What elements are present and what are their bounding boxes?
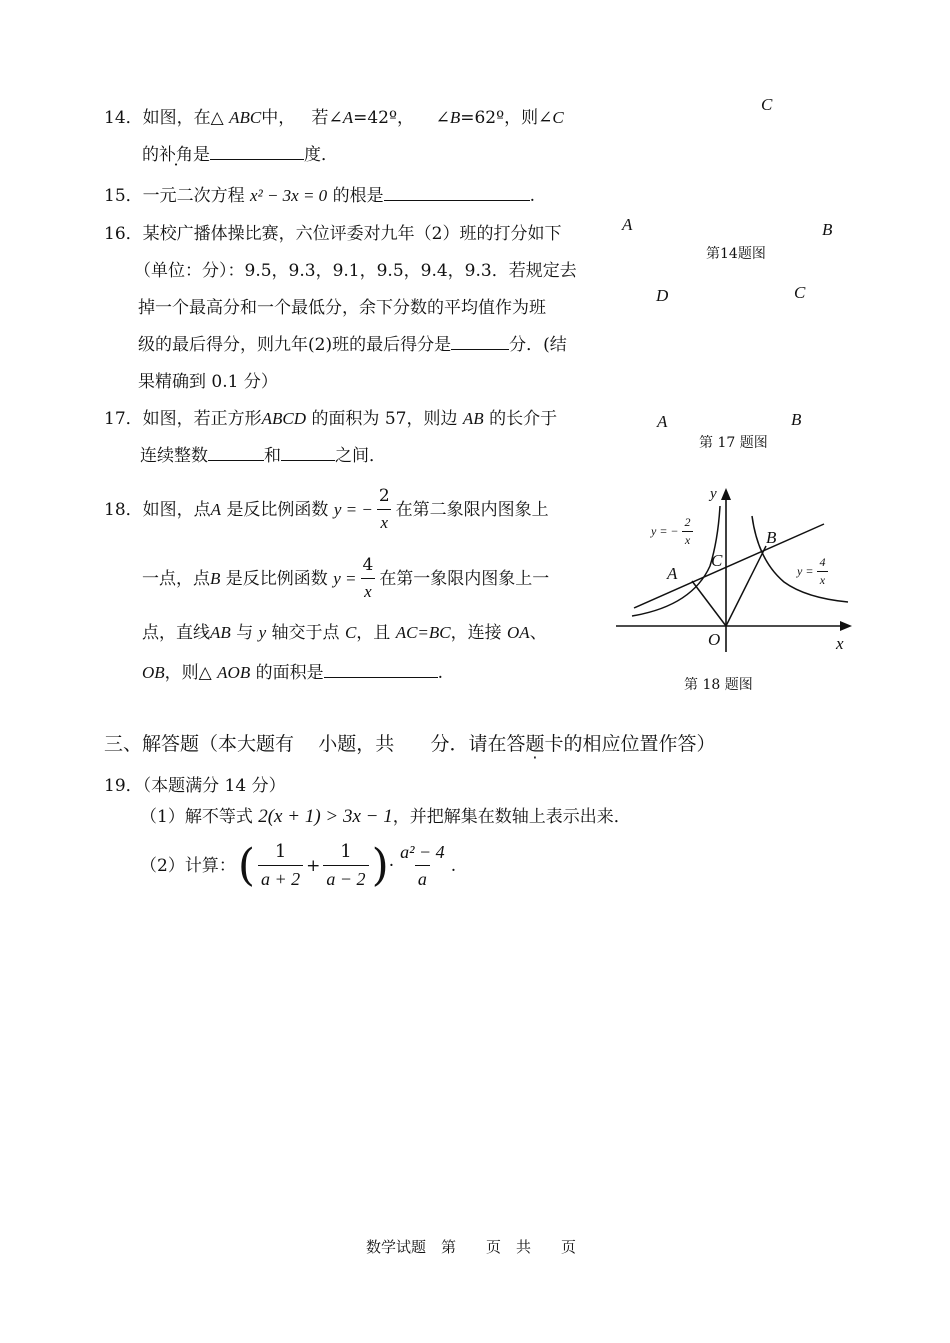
- fig14-label-a: A: [622, 215, 633, 234]
- question-16-line2: （单位：分）：9.5，9.3，9.1，9.5，9.4，9.3．若规定去: [134, 261, 577, 281]
- answer-blank-15[interactable]: [384, 184, 530, 201]
- question-18: 18． 如图，点 A 是反比例函数 y = − $\frac{2}{x}$ 在第二象限内图象上: [104, 484, 549, 535]
- fig18-label-a: A: [667, 564, 678, 583]
- fraction-2: $\frac{1}{a - 2}$: [323, 840, 368, 891]
- question-18-line4: OB，则△ AOB 的面积是 .: [142, 663, 444, 683]
- fig17-label-c: C: [794, 283, 806, 302]
- page-footer: 数学试题 第 页 共 页: [366, 1238, 577, 1256]
- equation: x² − 3x = 0: [250, 186, 328, 205]
- segment-oa: [692, 581, 726, 626]
- fig18-label-b: B: [766, 528, 777, 547]
- fraction-1: $\frac{1}{a + 2}$: [258, 840, 303, 891]
- fig18-label-c: C: [711, 551, 723, 570]
- question-17: 17．如图，若正方形ABCD 的面积为 57，则边 AB 的长介于: [104, 409, 558, 429]
- answer-blank-17b[interactable]: [281, 444, 335, 461]
- question-19: 19．（本题满分 14 分）: [104, 776, 286, 796]
- inequality: 2(x + 1) > 3x − 1: [258, 806, 393, 827]
- right-paren: ): [371, 839, 389, 891]
- fig17-label-b: B: [791, 410, 802, 429]
- fig14-label-c: C: [761, 95, 773, 114]
- answer-blank-18[interactable]: [324, 661, 438, 678]
- question-16-line5: 果精确到 0.1 分）: [138, 372, 278, 392]
- fraction-3: $\frac{\text{a² − 4}}{a}$: [400, 842, 445, 889]
- question-18-line2: 一点，点 B 是反比例函数 y = $\frac{4}{x}$ 在第一象限内图象上一: [142, 553, 549, 604]
- fig14-caption: 第14题图: [706, 246, 766, 262]
- q14-number: 14．: [104, 108, 143, 128]
- fig17-label-d: D: [656, 286, 669, 305]
- question-16: 16．某校广播体操比赛，六位评委对九年（2）班的打分如下: [104, 224, 562, 244]
- question-17-line2: 连续整数 和 之间．: [140, 446, 386, 466]
- y-axis-arrow: [721, 488, 731, 500]
- fraction: $\frac{2}{x}$: [376, 484, 393, 535]
- fig14-label-b: B: [822, 220, 833, 239]
- emphasis-dotted: 补角: [159, 145, 193, 165]
- answer-blank-17a[interactable]: [208, 444, 264, 461]
- fig17-label-a: A: [657, 412, 668, 431]
- question-16-line4: 级的最后得分，则九年(2)班的最后得分是 分．(结: [138, 335, 567, 355]
- x-axis-arrow: [840, 621, 852, 631]
- left-paren: (: [237, 839, 255, 891]
- question-14: 14．如图，在△ ABC中， 若∠A=42º， ∠B=62º，则∠C: [104, 108, 564, 128]
- question-18-line3: 点，直线AB 与 y 轴交于点 C，且 AC=BC，连接 OA、: [142, 623, 547, 643]
- answer-blank-14[interactable]: [210, 143, 304, 160]
- fig18-origin: O: [708, 630, 721, 649]
- question-16-line3: 掉一个最高分和一个最低分，余下分数的平均值作为班: [138, 298, 546, 318]
- fig18-axis-x: x: [836, 634, 844, 653]
- answer-blank-16[interactable]: [451, 333, 509, 350]
- fig18-curve-right-label: y = $\frac{4}{x}$: [797, 555, 831, 588]
- fraction: $\frac{4}{x}$: [359, 553, 376, 604]
- question-19-part1: （1）解不等式 2(x + 1) > 3x − 1，并把解集在数轴上表示出来．: [140, 806, 631, 827]
- question-19-part2: （2）计算： ( $\frac{1}{a + 2}$ + $\frac{1}{a - 2}$ ) · $\frac{\text{a² − 4}}{a}$ .: [140, 839, 457, 891]
- section-heading: 三、解答题（本大题有 小题，共 分．请在答题卡的相应位置作答）: [104, 733, 716, 755]
- question-14-line2: 的补角是 度．: [142, 145, 338, 165]
- fig17-caption: 第 17 题图: [699, 435, 768, 451]
- fig18-caption: 第 18 题图: [684, 677, 753, 693]
- question-15: 15．一元二次方程 x² − 3x = 0 的根是 .: [104, 186, 535, 206]
- fig18-curve-left-label: y = − $\frac{2}{x}$: [651, 515, 697, 548]
- fig18-axis-y: y: [710, 486, 717, 502]
- emphasis-dotted: 答题卡: [506, 733, 564, 755]
